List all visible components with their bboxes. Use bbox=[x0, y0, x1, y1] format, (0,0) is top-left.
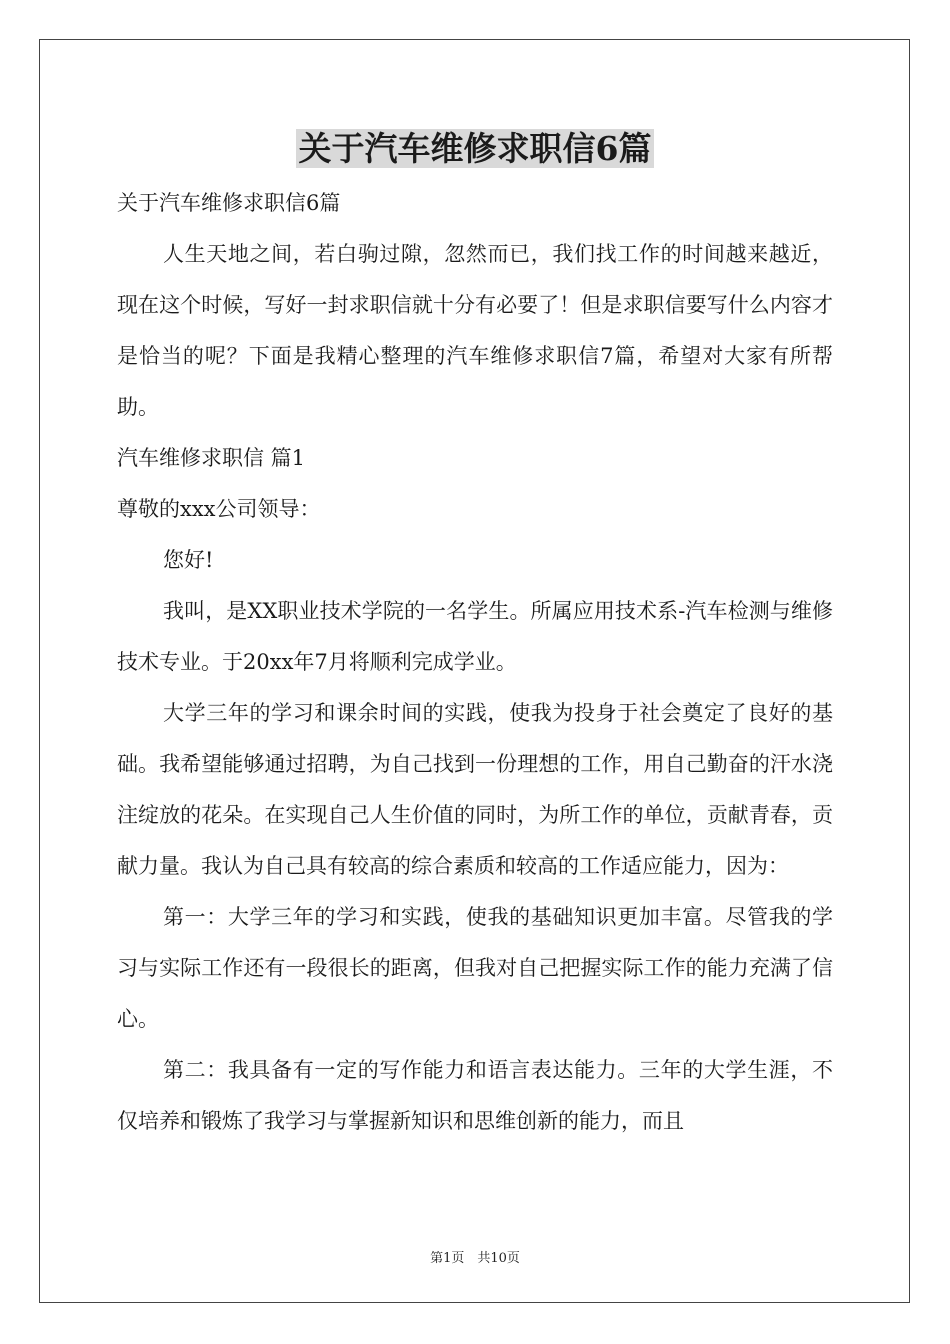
body-paragraph: 第二：我具备有一定的写作能力和语言表达能力。三年的大学生涯，不仅培养和锻炼了我学习与掌握新知识和思维创新的能力，而且 bbox=[117, 1058, 833, 1133]
body-paragraph: 大学三年的学习和课余时间的实践，使我为投身于社会奠定了良好的基础。我希望能够通过招聘，为自己找到一份理想的工作，用自己勤奋的汗水浇注绽放的花朵。在实现自己人生价值的同时，为所工作的单位，贡献青春，贡献力量。我认为自己具有较高的综合素质和较高的工作适应能力，因为： bbox=[117, 701, 833, 878]
section-heading: 汽车维修求职信 篇1 bbox=[117, 446, 306, 470]
intro-paragraph: 人生天地之间，若白驹过隙，忽然而已，我们找工作的时间越来越近，现在这个时候，写好一封求职信就十分有必要了！但是求职信要写什么内容才是恰当的呢？下面是我精心整理的汽车维修求职信7篇，希望对大家有所帮助。 bbox=[117, 242, 833, 419]
subtitle-line: 关于汽车维修求职信6篇 bbox=[117, 191, 341, 215]
document-body bbox=[117, 178, 833, 1147]
body-paragraph: 我叫，是XX职业技术学院的一名学生。所属应用技术系-汽车检测与维修技术专业。于20xx年7月将顺利完成学业。 bbox=[117, 599, 833, 674]
greeting: 您好! bbox=[163, 548, 214, 572]
document-title-text: 关于汽车维修求职信6篇 bbox=[296, 129, 655, 168]
salutation: 尊敬的xxx公司领导： bbox=[117, 497, 321, 521]
page-footer: 第1页 共10页 bbox=[430, 1251, 520, 1266]
document-title bbox=[0, 124, 950, 174]
body-paragraph: 第一：大学三年的学习和实践，使我的基础知识更加丰富。尽管我的学习与实际工作还有一段很长的距离，但我对自己把握实际工作的能力充满了信心。 bbox=[117, 905, 833, 1031]
